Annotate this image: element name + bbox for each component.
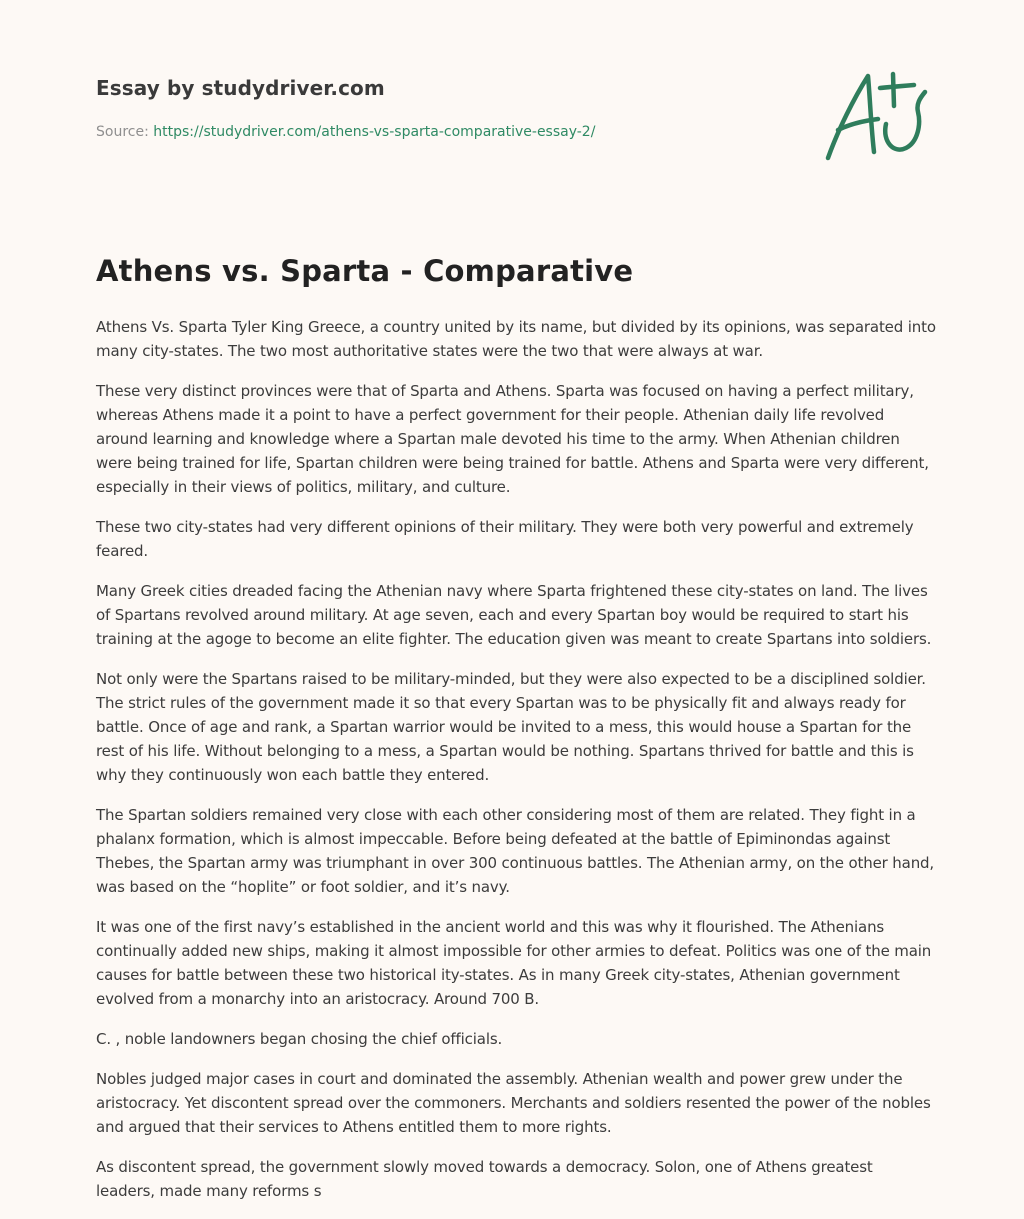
a-plus-grade-icon [822,68,928,164]
essay-paragraph: These two city-states had very different opinions of their military. They were both very powerful and extremely feared. [96,518,914,560]
essay-paragraph: Many Greek cities dreaded facing the Athenian navy where Sparta frightened these city-states on land. The lives of Spartans revolved around military. At age seven, each and every Spartan boy would be required to start his training at the agoge to become an elite fighter. The education given was meant to create Spartans into soldiers. [96,582,932,648]
essay-paragraph: As discontent spread, the government slowly moved towards a democracy. Solon, one of Athens greatest leaders, made many reforms s [96,1158,873,1200]
essay-paragraph: Nobles judged major cases in court and dominated the assembly. Athenian wealth and power grew under the aristocracy. Yet discontent spread over the commoners. Merchants and soldiers resented the power of the nobles and argued that their services to Athens entitled them to more rights. [96,1070,931,1136]
site-title: Essay by studydriver.com [96,76,385,100]
essay-title: Athens vs. Sparta - Comparative [96,254,634,288]
essay-paragraph: C. , noble landowners began chosing the chief officials. [96,1030,503,1048]
essay-paragraph: Athens Vs. Sparta Tyler King Greece, a country united by its name, but divided by its opinions, was separated into many city-states. The two most authoritative states were the two that were always at war. [96,318,936,360]
source-link[interactable]: https://studydriver.com/athens-vs-sparta-comparative-essay-2/ [153,124,596,140]
source-label: Source: [96,124,149,140]
essay-body [96,315,936,1219]
essay-paragraph: It was one of the first navy’s established in the ancient world and this was why it flourished. The Athenians continually added new ships, making it almost impossible for other armies to defeat. Politics was one of the main causes for battle between these two historical ity-states. As in many Greek city-states, Athenian government evolved from a monarchy into an aristocracy. Around 700 B. [96,918,932,1008]
essay-paragraph: The Spartan soldiers remained very close with each other considering most of them are related. They fight in a phalanx formation, which is almost impeccable. Before being defeated at the battle of Epiminondas against Thebes, the Spartan army was triumphant in over 300 continuous battles. The Athenian army, on the other hand, was based on the “hoplite” or foot soldier, and it’s navy. [96,806,935,896]
essay-paragraph: These very distinct provinces were that of Sparta and Athens. Sparta was focused on having a perfect military, whereas Athens made it a point to have a perfect government for their people. Athenian daily life revolved around learning and knowledge where a Spartan male devoted his time to the army. When Athenian children were being trained for life, Spartan children were being trained for battle. Athens and Sparta were very different, especially in their views of politics, military, and culture. [96,382,929,496]
essay-paragraph: Not only were the Spartans raised to be military-minded, but they were also expected to be a disciplined soldier. The strict rules of the government made it so that every Spartan was to be physically fit and always ready for battle. Once of age and rank, a Spartan warrior would be invited to a mess, this would house a Spartan for the rest of his life. Without belonging to a mess, a Spartan would be nothing. Spartans thrived for battle and this is why they continuously won each battle they entered. [96,670,926,784]
source-line [96,124,595,140]
